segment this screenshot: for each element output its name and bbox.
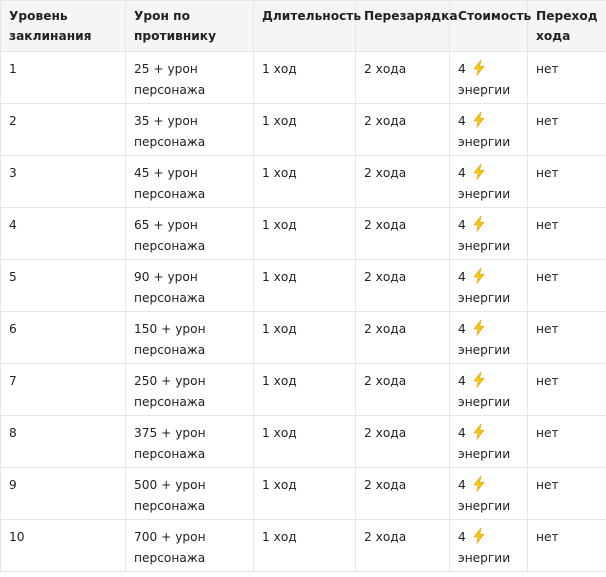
level-value: 2	[9, 114, 17, 128]
table-row	[1, 156, 606, 208]
cooldown-value: 2 хода	[364, 62, 407, 76]
table-row	[1, 208, 606, 260]
cell-turn-pass	[528, 468, 606, 520]
cell-turn-pass	[528, 416, 606, 468]
table-row	[1, 312, 606, 364]
cost-value: 4	[458, 374, 466, 388]
cooldown-value: 2 хода	[364, 218, 407, 232]
turn-pass-value: нет	[536, 218, 559, 232]
cooldown-value: 2 хода	[364, 114, 407, 128]
cooldown-value: 2 хода	[364, 530, 407, 544]
duration-value: 1 ход	[262, 478, 297, 492]
table-header-row	[1, 1, 606, 52]
lightning-bolt-icon	[472, 268, 486, 284]
lightning-bolt-icon	[472, 164, 486, 180]
cell-duration	[254, 468, 356, 520]
cell-turn-pass	[528, 104, 606, 156]
cost-unit: энергии	[458, 499, 511, 513]
cell-duration	[254, 52, 356, 104]
cost-value: 4	[458, 62, 466, 76]
cell-damage	[126, 156, 254, 208]
turn-pass-value: нет	[536, 426, 559, 440]
cell-damage	[126, 520, 254, 572]
table-row	[1, 416, 606, 468]
duration-value: 1 ход	[262, 62, 297, 76]
cell-damage	[126, 468, 254, 520]
cell-turn-pass	[528, 208, 606, 260]
level-value: 6	[9, 322, 17, 336]
cell-level	[1, 364, 126, 416]
cell-level	[1, 156, 126, 208]
cell-level	[1, 312, 126, 364]
cell-duration	[254, 156, 356, 208]
table-row	[1, 104, 606, 156]
turn-pass-value: нет	[536, 114, 559, 128]
header-cost: Стоимость	[450, 1, 528, 52]
cost-unit: энергии	[458, 187, 511, 201]
turn-pass-value: нет	[536, 322, 559, 336]
damage-value: 35 + урон персонажа	[134, 114, 206, 149]
cell-turn-pass	[528, 312, 606, 364]
cell-cost	[450, 208, 528, 260]
cell-cost	[450, 104, 528, 156]
cell-cooldown	[356, 312, 450, 364]
cell-damage	[126, 416, 254, 468]
cell-level	[1, 520, 126, 572]
cell-damage	[126, 208, 254, 260]
cell-cost	[450, 260, 528, 312]
cell-duration	[254, 260, 356, 312]
cost-value: 4	[458, 166, 466, 180]
cooldown-value: 2 хода	[364, 166, 407, 180]
damage-value: 45 + урон персонажа	[134, 166, 206, 201]
cell-cooldown	[356, 416, 450, 468]
table-row	[1, 364, 606, 416]
damage-value: 500 + урон персонажа	[134, 478, 206, 513]
cell-cooldown	[356, 260, 450, 312]
turn-pass-value: нет	[536, 270, 559, 284]
table-row	[1, 52, 606, 104]
duration-value: 1 ход	[262, 166, 297, 180]
cell-level	[1, 416, 126, 468]
cell-duration	[254, 104, 356, 156]
cooldown-value: 2 хода	[364, 270, 407, 284]
level-value: 7	[9, 374, 17, 388]
cell-cost	[450, 312, 528, 364]
level-value: 8	[9, 426, 17, 440]
lightning-bolt-icon	[472, 112, 486, 128]
cost-value: 4	[458, 322, 466, 336]
header-damage: Урон по противнику	[126, 1, 254, 52]
cost-unit: энергии	[458, 239, 511, 253]
level-value: 1	[9, 62, 17, 76]
cell-damage	[126, 312, 254, 364]
cell-level	[1, 52, 126, 104]
cooldown-value: 2 хода	[364, 322, 407, 336]
lightning-bolt-icon	[472, 528, 486, 544]
cell-turn-pass	[528, 520, 606, 572]
cell-duration	[254, 312, 356, 364]
cell-cooldown	[356, 156, 450, 208]
turn-pass-value: нет	[536, 374, 559, 388]
damage-value: 25 + урон персонажа	[134, 62, 206, 97]
header-spell-level: Уровень заклинания	[1, 1, 126, 52]
header-cooldown: Перезарядка	[356, 1, 450, 52]
level-value: 9	[9, 478, 17, 492]
cell-cost	[450, 52, 528, 104]
duration-value: 1 ход	[262, 322, 297, 336]
cell-cost	[450, 468, 528, 520]
cost-value: 4	[458, 270, 466, 284]
cost-unit: энергии	[458, 83, 511, 97]
damage-value: 700 + урон персонажа	[134, 530, 206, 565]
turn-pass-value: нет	[536, 62, 559, 76]
cell-level	[1, 468, 126, 520]
table-row	[1, 260, 606, 312]
cooldown-value: 2 хода	[364, 478, 407, 492]
turn-pass-value: нет	[536, 530, 559, 544]
cell-duration	[254, 208, 356, 260]
lightning-bolt-icon	[472, 216, 486, 232]
level-value: 3	[9, 166, 17, 180]
cost-value: 4	[458, 478, 466, 492]
header-duration: Длительность	[254, 1, 356, 52]
cost-unit: энергии	[458, 135, 511, 149]
lightning-bolt-icon	[472, 424, 486, 440]
cost-unit: энергии	[458, 551, 511, 565]
cell-level	[1, 260, 126, 312]
cell-turn-pass	[528, 156, 606, 208]
cell-cooldown	[356, 468, 450, 520]
damage-value: 250 + урон персонажа	[134, 374, 206, 409]
cost-value: 4	[458, 114, 466, 128]
lightning-bolt-icon	[472, 60, 486, 76]
cell-damage	[126, 104, 254, 156]
damage-value: 65 + урон персонажа	[134, 218, 206, 253]
cell-cooldown	[356, 208, 450, 260]
duration-value: 1 ход	[262, 114, 297, 128]
damage-value: 90 + урон персонажа	[134, 270, 206, 305]
level-value: 10	[9, 530, 25, 544]
table-row	[1, 468, 606, 520]
cooldown-value: 2 хода	[364, 426, 407, 440]
cell-cooldown	[356, 104, 450, 156]
cooldown-value: 2 хода	[364, 374, 407, 388]
cost-unit: энергии	[458, 343, 511, 357]
table-body	[1, 52, 606, 572]
cell-duration	[254, 364, 356, 416]
cost-unit: энергии	[458, 291, 511, 305]
cell-cooldown	[356, 52, 450, 104]
cell-damage	[126, 260, 254, 312]
cell-turn-pass	[528, 364, 606, 416]
cost-unit: энергии	[458, 395, 511, 409]
duration-value: 1 ход	[262, 270, 297, 284]
lightning-bolt-icon	[472, 476, 486, 492]
cell-level	[1, 208, 126, 260]
cell-cost	[450, 416, 528, 468]
lightning-bolt-icon	[472, 372, 486, 388]
cell-cooldown	[356, 364, 450, 416]
cell-level	[1, 104, 126, 156]
cell-cooldown	[356, 520, 450, 572]
cell-cost	[450, 156, 528, 208]
cost-value: 4	[458, 530, 466, 544]
duration-value: 1 ход	[262, 530, 297, 544]
cell-turn-pass	[528, 260, 606, 312]
cost-unit: энергии	[458, 447, 511, 461]
cell-damage	[126, 364, 254, 416]
level-value: 5	[9, 270, 17, 284]
table-row	[1, 520, 606, 572]
cost-value: 4	[458, 218, 466, 232]
damage-value: 150 + урон персонажа	[134, 322, 206, 357]
level-value: 4	[9, 218, 17, 232]
cell-damage	[126, 52, 254, 104]
turn-pass-value: нет	[536, 478, 559, 492]
cost-value: 4	[458, 426, 466, 440]
lightning-bolt-icon	[472, 320, 486, 336]
cell-cost	[450, 364, 528, 416]
cell-duration	[254, 416, 356, 468]
duration-value: 1 ход	[262, 218, 297, 232]
cell-cost	[450, 520, 528, 572]
damage-value: 375 + урон персонажа	[134, 426, 206, 461]
header-turn-pass: Переход хода	[528, 1, 606, 52]
cell-turn-pass	[528, 52, 606, 104]
duration-value: 1 ход	[262, 374, 297, 388]
cell-duration	[254, 520, 356, 572]
turn-pass-value: нет	[536, 166, 559, 180]
duration-value: 1 ход	[262, 426, 297, 440]
